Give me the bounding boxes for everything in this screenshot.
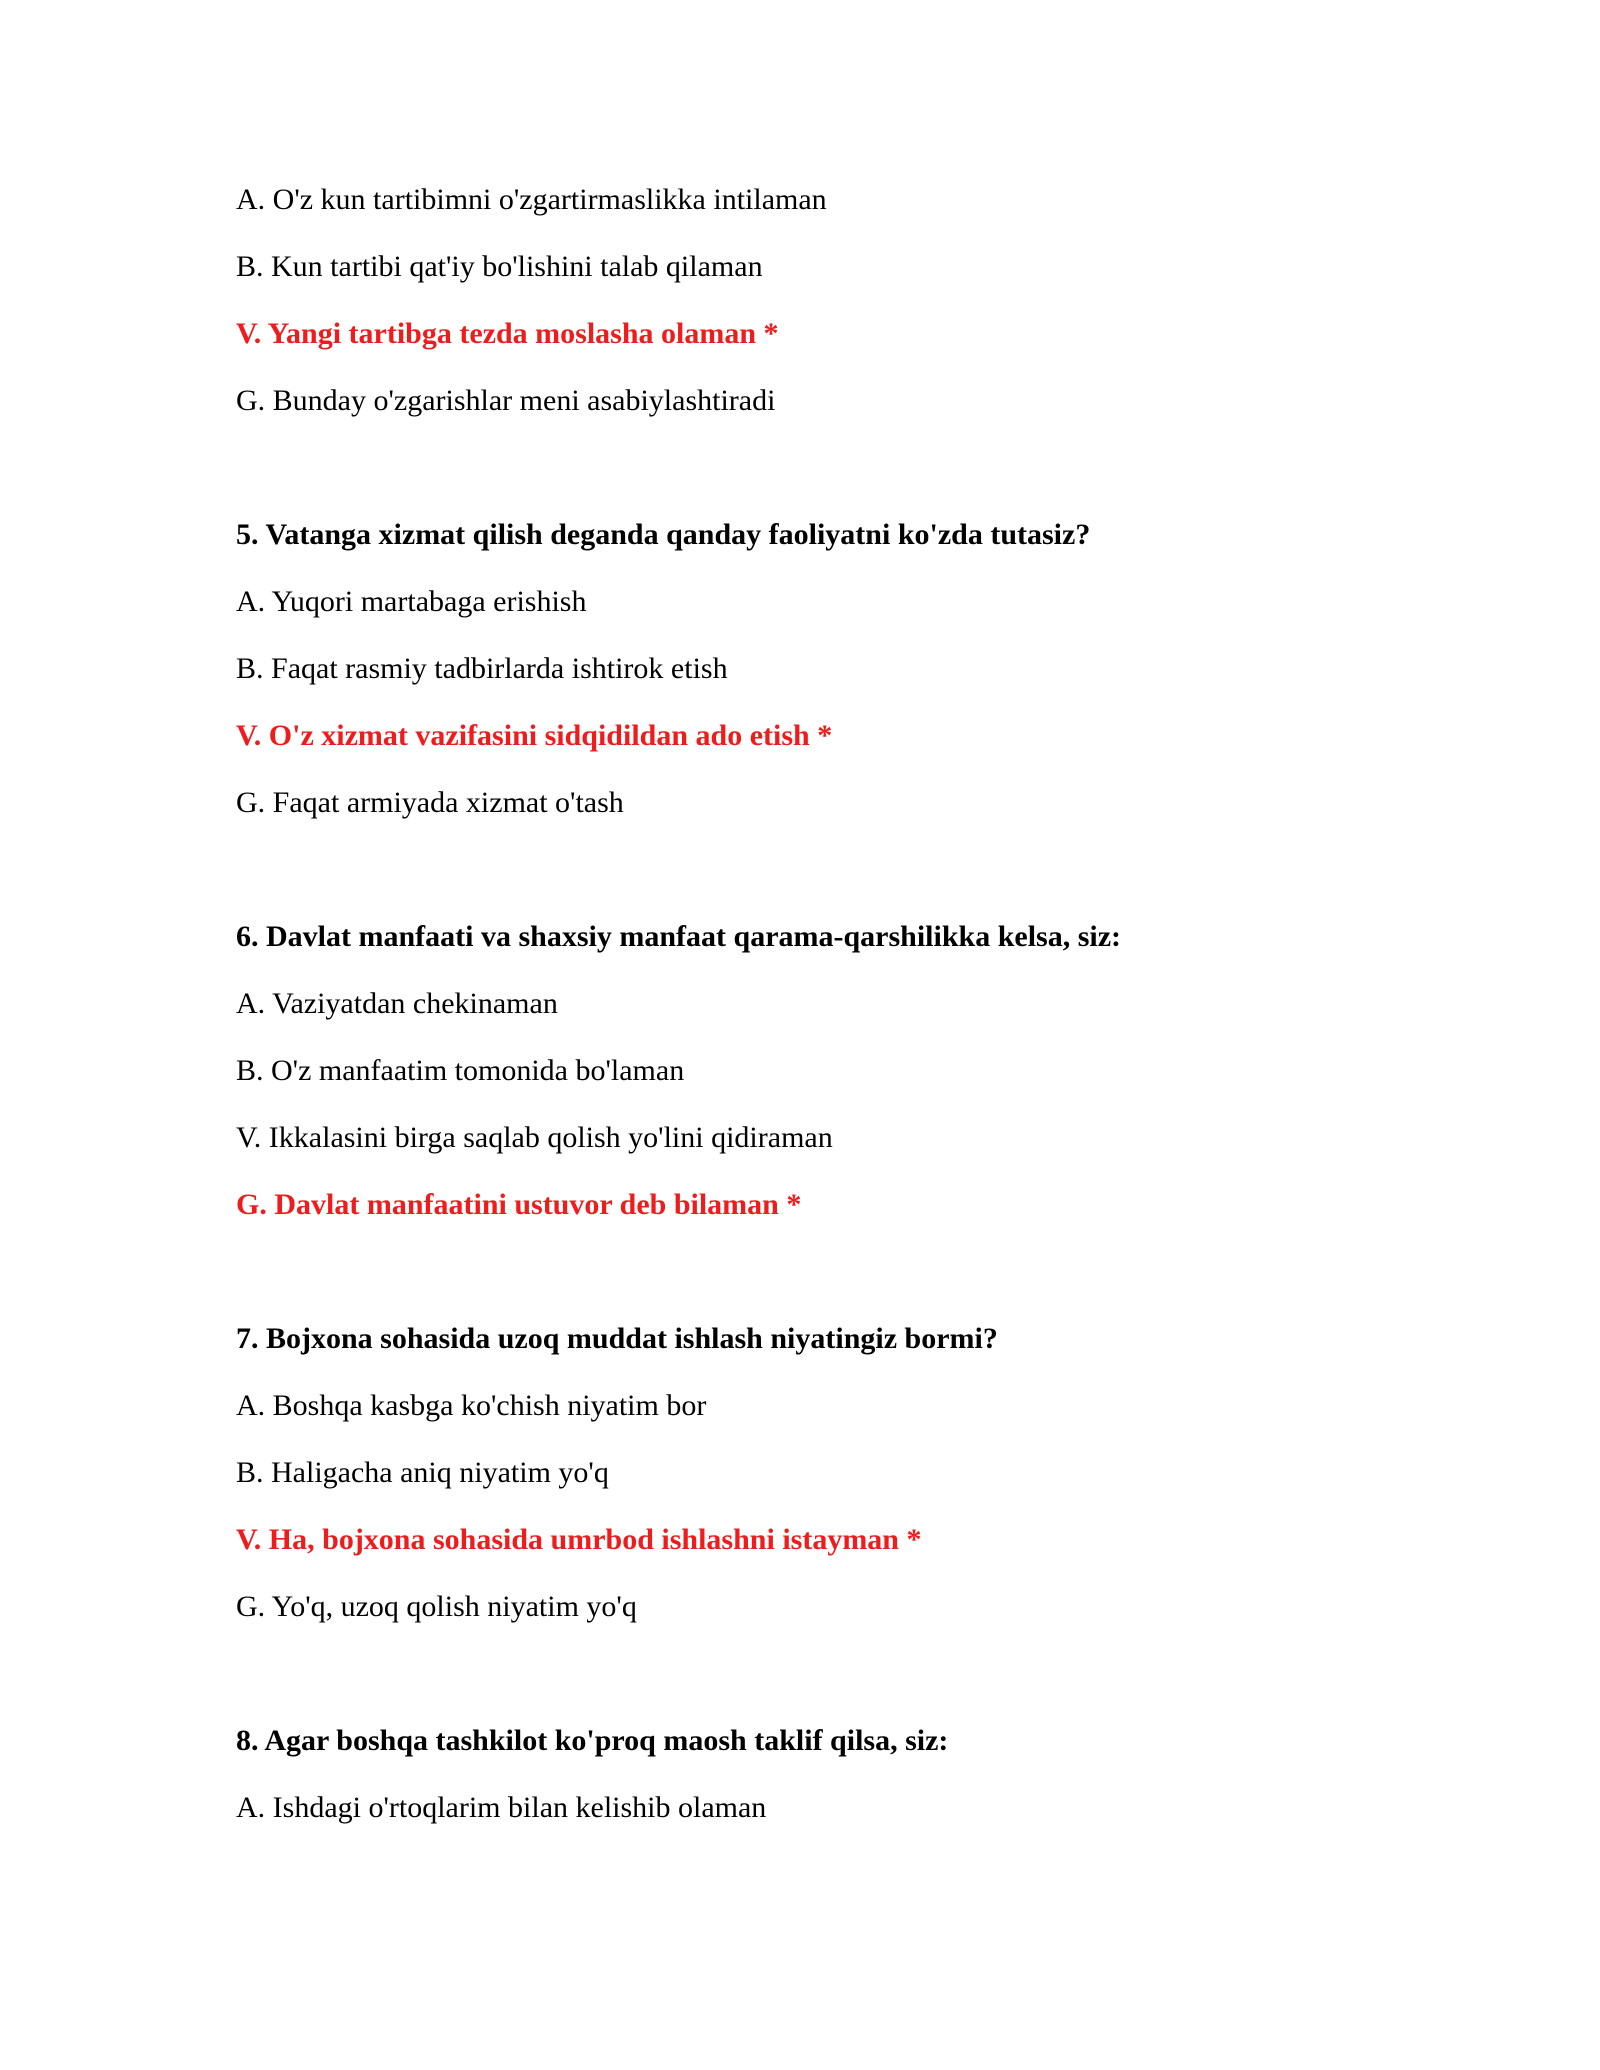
- question-block-5: [236, 517, 1436, 821]
- question-block-7: [236, 1321, 1436, 1625]
- option-7-g: G. Yo'q, uzoq qolish niyatim yo'q: [236, 1590, 637, 1623]
- option-7-a: A. Boshqa kasbga ko'chish niyatim bor: [236, 1389, 707, 1422]
- option-8-a: A. Ishdagi o'rtoqlarim bilan kelishib olaman: [236, 1791, 767, 1824]
- option-7-v-correct: V. Ha, bojxona sohasida umrbod ishlashni istayman *: [236, 1523, 922, 1556]
- option-6-v: V. Ikkalasini birga saqlab qolish yo'lini qidiraman: [236, 1121, 833, 1154]
- option-5-b: B. Faqat rasmiy tadbirlarda ishtirok etish: [236, 652, 728, 685]
- option-6-g-correct: G. Davlat manfaatini ustuvor deb bilaman *: [236, 1188, 802, 1221]
- option-6-a: A. Vaziyatdan chekinaman: [236, 987, 558, 1020]
- question-block-6: [236, 919, 1436, 1223]
- question-6: 6. Davlat manfaati va shaxsiy manfaat qarama-qarshilikka kelsa, siz:: [236, 920, 1122, 953]
- option-5-a: A. Yuqori martabaga erishish: [236, 585, 587, 618]
- question-block-8: [236, 1723, 1436, 1826]
- question-5: 5. Vatanga xizmat qilish deganda qanday faoliyatni ko'zda tutasiz?: [236, 518, 1091, 551]
- option-4-a: A. O'z kun tartibimni o'zgartirmaslikka intilaman: [236, 183, 827, 216]
- option-6-b: B. O'z manfaatim tomonida bo'laman: [236, 1054, 685, 1087]
- quiz-content: [236, 182, 1436, 1857]
- question-8: 8. Agar boshqa tashkilot ko'proq maosh taklif qilsa, siz:: [236, 1724, 949, 1757]
- option-5-g: G. Faqat armiyada xizmat o'tash: [236, 786, 624, 819]
- option-4-g: G. Bunday o'zgarishlar meni asabiylashtiradi: [236, 384, 776, 417]
- option-7-b: B. Haligacha aniq niyatim yo'q: [236, 1456, 609, 1489]
- question-7: 7. Bojxona sohasida uzoq muddat ishlash niyatingiz bormi?: [236, 1322, 998, 1355]
- option-5-v-correct: V. O'z xizmat vazifasini sidqidildan ado etish *: [236, 719, 833, 752]
- question-block-4-continued: [236, 182, 1436, 419]
- option-4-v-correct: V. Yangi tartibga tezda moslasha olaman *: [236, 317, 779, 350]
- option-4-b: B. Kun tartibi qat'iy bo'lishini talab qilaman: [236, 250, 763, 283]
